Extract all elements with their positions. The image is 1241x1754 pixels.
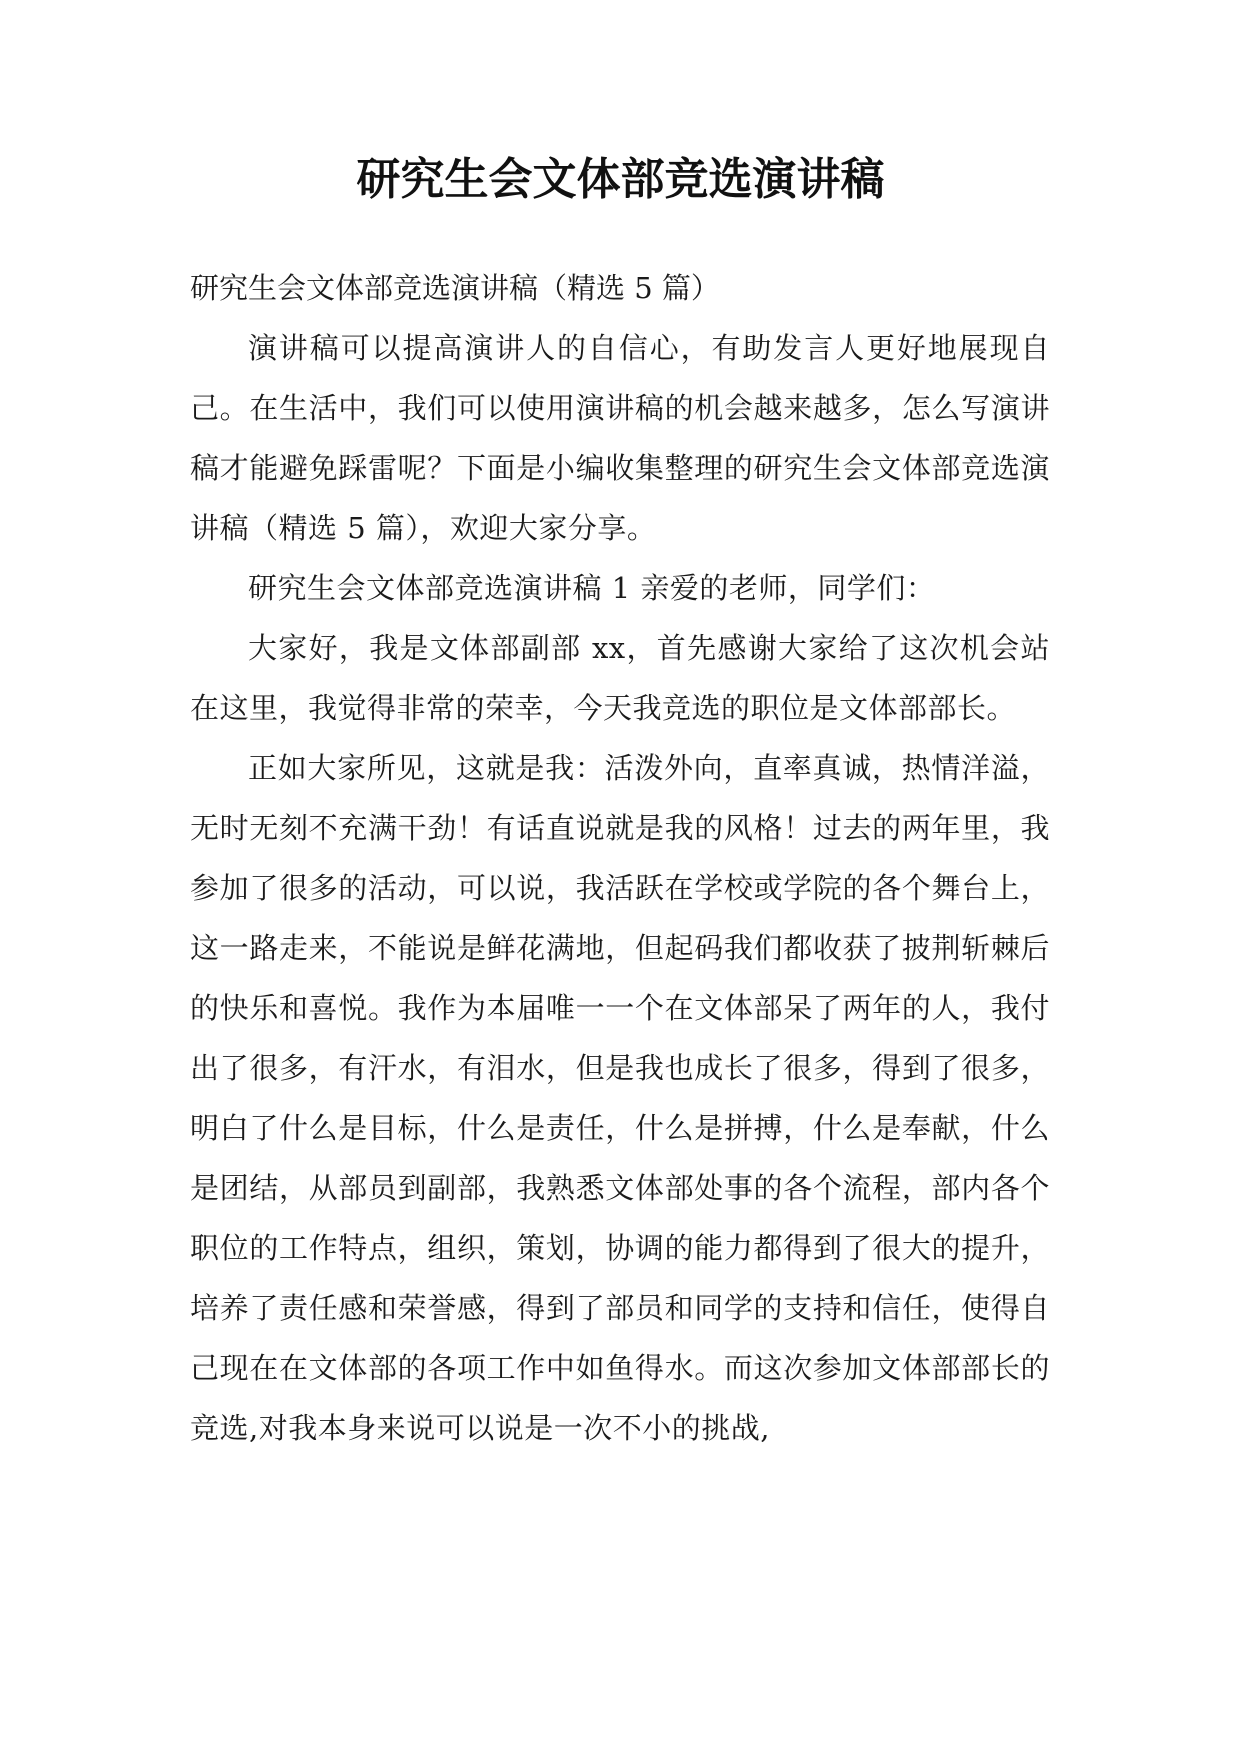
- document-body: [190, 258, 1050, 1458]
- paragraph-main: 正如大家所见，这就是我：活泼外向，直率真诚，热情洋溢，无时无刻不充满干劲！有话直说就是我的风格！过去的两年里，我参加了很多的活动，可以说，我活跃在学校或学院的各个舞台上，这一路走来，不能说是鲜花满地，但起码我们都收获了披荆斩棘后的快乐和喜悦。我作为本届唯一一个在文体部呆了两年的人，我付出了很多，有汗水，有泪水，但是我也成长了很多，得到了很多，明白了什么是目标，什么是责任，什么是拼搏，什么是奉献，什么是团结，从部员到副部，我熟悉文体部处事的各个流程，部内各个职位的工作特点，组织，策划，协调的能力都得到了很大的提升，培养了责任感和荣誉感，得到了部员和同学的支持和信任，使得自己现在在文体部的各项工作中如鱼得水。而这次参加文体部部长的竞选,对我本身来说可以说是一次不小的挑战,: [190, 751, 1050, 1445]
- paragraph-speech-heading: 研究生会文体部竞选演讲稿 1 亲爱的老师，同学们：: [248, 571, 936, 605]
- paragraph-intro: 演讲稿可以提高演讲人的自信心，有助发言人更好地展现自己。在生活中，我们可以使用演讲稿的机会越来越多，怎么写演讲稿才能避免踩雷呢？下面是小编收集整理的研究生会文体部竞选演讲稿（精选 5 篇），欢迎大家分享。: [190, 331, 1050, 545]
- document-subtitle: 研究生会文体部竞选演讲稿（精选 5 篇）: [190, 271, 720, 305]
- paragraph-greeting: 大家好，我是文体部副部 xx，首先感谢大家给了这次机会站在这里，我觉得非常的荣幸，今天我竞选的职位是文体部部长。: [190, 631, 1050, 725]
- document-title: 研究生会文体部竞选演讲稿: [356, 154, 885, 205]
